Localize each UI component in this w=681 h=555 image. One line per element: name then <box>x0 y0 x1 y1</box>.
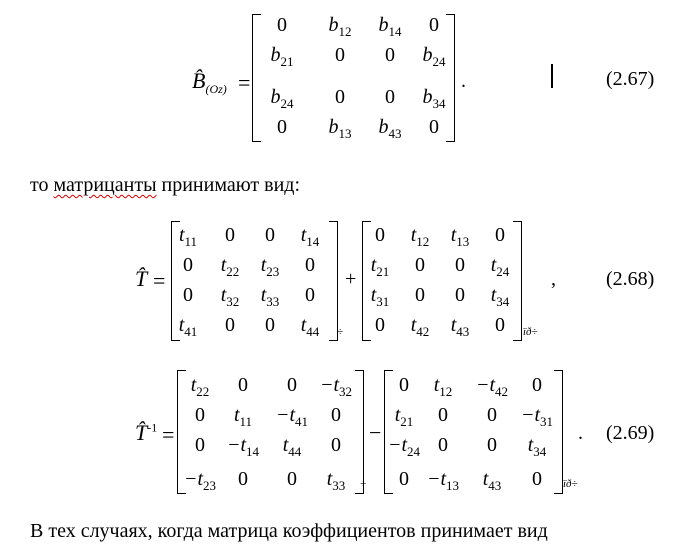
matrix-cell: $t_{21}$ <box>370 254 390 279</box>
matrix-cell: $t_{33}$ <box>326 468 346 493</box>
matrix-cell: $t_{34}$ <box>527 434 547 459</box>
matrix-cell: $-t_{13}$ <box>426 468 460 493</box>
matrix-cell: $t_{21}$ <box>394 404 414 429</box>
matrix-cell: 0 <box>455 284 465 306</box>
equation-number: (2.69) <box>606 422 655 444</box>
matrix-cell: 0 <box>455 254 465 276</box>
period: . <box>578 422 583 444</box>
matrix-cell: 0 <box>183 254 193 276</box>
matrix-cell: $t_{31}$ <box>370 284 390 309</box>
paragraph-line: В тех случаях, когда матрица коэффициентов принимает вид <box>30 520 548 542</box>
matrix-cell: 0 <box>225 224 235 246</box>
matrix-cell: 0 <box>277 14 287 36</box>
matrix-subscript: ïð÷ <box>523 326 538 338</box>
matrix-cell: 0 <box>305 254 315 276</box>
equation-number: (2.67) <box>606 68 655 90</box>
matrix-cell: $-t_{42}$ <box>475 374 509 399</box>
matrix-cell: 0 <box>195 434 205 456</box>
matrix-cell: $b_{43}$ <box>378 116 402 141</box>
matrix-cell: 0 <box>335 44 345 66</box>
lhs-symbol: T̂$^{-1}$ <box>135 420 158 445</box>
plus-sign: + <box>345 268 357 290</box>
matrix-cell: 0 <box>495 314 505 336</box>
matrix-cell: 0 <box>195 404 205 426</box>
matrix-cell: $t_{13}$ <box>450 224 470 249</box>
matrix-subscript: ïð÷ <box>563 478 578 490</box>
matrix-cell: 0 <box>287 468 297 490</box>
matrix-cell: 0 <box>487 434 497 456</box>
matrix-cell: $t_{24}$ <box>490 254 510 279</box>
matrix-cell: $t_{12}$ <box>433 374 453 399</box>
matrix-cell: 0 <box>438 434 448 456</box>
matrix-cell: $t_{43}$ <box>450 314 470 339</box>
paragraph-line: то матрицанты принимают вид: <box>30 174 301 196</box>
matrix-cell: $t_{41}$ <box>178 314 198 339</box>
matrix-cell: 0 <box>265 224 275 246</box>
matrix-cell: $t_{22}$ <box>190 374 210 399</box>
matrix-cell: 0 <box>487 404 497 426</box>
matrix-cell: 0 <box>415 284 425 306</box>
matrix-cell: $-t_{32}$ <box>319 374 353 399</box>
matrix-cell: 0 <box>375 224 385 246</box>
equals-sign: = <box>162 422 175 447</box>
matrix-cell: $b_{12}$ <box>328 14 352 39</box>
misspelled-word[interactable]: матрицанты <box>53 174 157 196</box>
matrix-cell: 0 <box>277 116 287 138</box>
matrix-cell: 0 <box>335 86 345 108</box>
matrix-cell: 0 <box>532 468 542 490</box>
matrix-cell: 0 <box>287 374 297 396</box>
matrix-cell: 0 <box>225 314 235 336</box>
equation-number: (2.68) <box>606 268 655 290</box>
matrix-cell: 0 <box>238 374 248 396</box>
matrix-cell: $t_{14}$ <box>300 224 320 249</box>
matrix-cell: $b_{24}$ <box>422 44 446 69</box>
matrix-cell: $t_{11}$ <box>233 404 253 429</box>
matrix-cell: 0 <box>495 224 505 246</box>
matrix-cell: $t_{32}$ <box>220 284 240 309</box>
matrix-cell: $-t_{24}$ <box>387 434 421 459</box>
matrix-cell: 0 <box>238 468 248 490</box>
matrix-subscript: ÷ <box>360 478 367 490</box>
matrix-cell: $t_{23}$ <box>260 254 280 279</box>
matrix-cell: $-t_{14}$ <box>226 434 260 459</box>
matrix-cell: $b_{21}$ <box>270 44 294 69</box>
matrix-cell: 0 <box>438 404 448 426</box>
matrix-cell: 0 <box>415 254 425 276</box>
matrix-cell: 0 <box>385 44 395 66</box>
matrix-cell: 0 <box>385 86 395 108</box>
matrix-subscript: ÷ <box>337 326 344 338</box>
matrix-cell: $b_{14}$ <box>378 14 402 39</box>
matrix-cell: $b_{34}$ <box>422 86 446 111</box>
matrix-cell: 0 <box>331 404 341 426</box>
period: . <box>461 70 466 92</box>
matrix-cell: 0 <box>429 116 439 138</box>
matrix-cell: $b_{13}$ <box>328 116 352 141</box>
matrix-cell: 0 <box>265 314 275 336</box>
matrix-cell: $-t_{41}$ <box>275 404 309 429</box>
matrix-cell: $t_{44}$ <box>282 434 302 459</box>
matrix-cell: 0 <box>375 314 385 336</box>
matrix-cell: $t_{34}$ <box>490 284 510 309</box>
matrix-cell: $t_{11}$ <box>178 224 198 249</box>
matrix-cell: $t_{22}$ <box>220 254 240 279</box>
matrix-cell: 0 <box>399 468 409 490</box>
equals-sign: = <box>238 70 251 95</box>
matrix-cell: $t_{43}$ <box>482 468 502 493</box>
comma: , <box>551 268 556 290</box>
matrix-cell: 0 <box>429 14 439 36</box>
matrix-cell: $-t_{31}$ <box>520 404 554 429</box>
equals-sign: = <box>153 268 166 293</box>
lhs-symbol: T̂ <box>135 266 148 291</box>
matrix-cell: 0 <box>331 434 341 456</box>
matrix-cell: $-t_{23}$ <box>183 468 217 493</box>
text-cursor <box>551 64 553 88</box>
matrix-cell: 0 <box>305 284 315 306</box>
matrix-cell: $b_{24}$ <box>270 86 294 111</box>
minus-sign: − <box>369 420 382 445</box>
matrix-cell: $t_{42}$ <box>410 314 430 339</box>
matrix-cell: $t_{33}$ <box>260 284 280 309</box>
matrix-cell: 0 <box>183 284 193 306</box>
matrix-cell: 0 <box>532 374 542 396</box>
matrix-cell: $t_{12}$ <box>410 224 430 249</box>
lhs-symbol: $B̂_{(Oz)}$ <box>192 68 227 96</box>
matrix-cell: 0 <box>399 374 409 396</box>
matrix-cell: $t_{44}$ <box>300 314 320 339</box>
